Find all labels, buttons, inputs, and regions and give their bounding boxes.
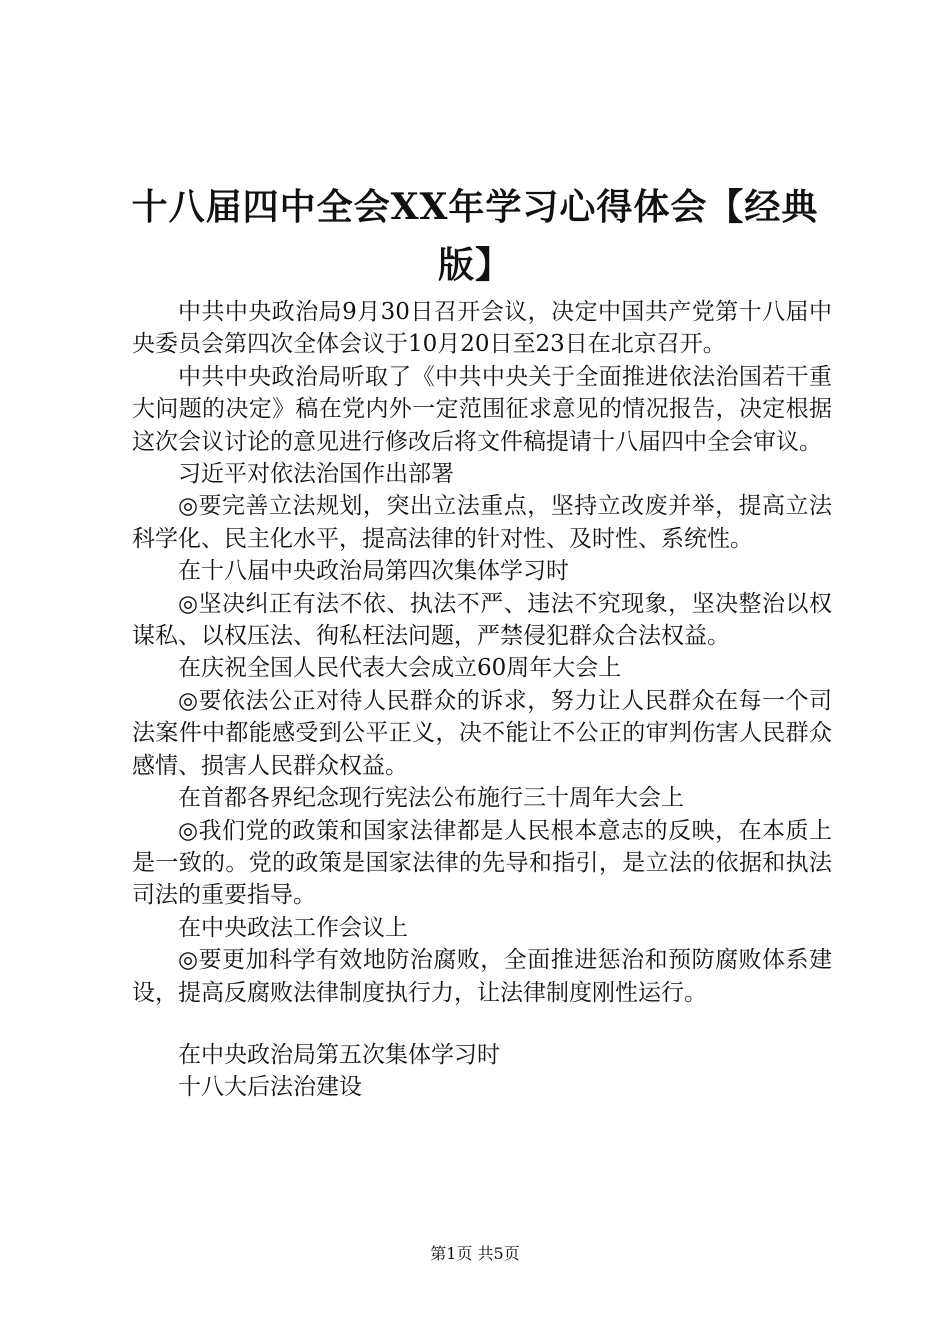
quote-paragraph: ◎我们党的政策和国家法律都是人民根本意志的反映，在本质上是一致的。党的政策是国家法律的先导和指引，是立法的依据和执法司法的重要指导。 [132, 817, 832, 909]
quote-source: 在庆祝全国人民代表大会成立60周年大会上 [178, 655, 622, 682]
section-heading: 习近平对依法治国作出部署 [178, 461, 454, 488]
quote-source: 在中央政治局第五次集体学习时 [178, 1041, 500, 1068]
paragraph: 中共中央政治局听取了《中共中央关于全面推进依法治国若干重大问题的决定》稿在党内外一定范围征求意见的情况报告，决定根据这次会议讨论的意见进行修改后将文件稿提请十八届四中全会审议。 [132, 363, 832, 455]
quote-paragraph: ◎坚决纠正有法不依、执法不严、违法不究现象，坚决整治以权谋私、以权压法、徇私枉法问题，严禁侵犯群众合法权益。 [132, 590, 832, 650]
quote-source: 在中央政法工作会议上 [178, 914, 408, 941]
document-body [132, 296, 832, 1104]
page-footer: 第1页 共5页 [430, 1244, 520, 1263]
quote-source: 在首都各界纪念现行宪法公布施行三十周年大会上 [178, 785, 684, 812]
quote-paragraph: ◎要依法公正对待人民群众的诉求，努力让人民群众在每一个司法案件中都能感受到公平正义，决不能让不公正的审判伤害人民群众感情、损害人民群众权益。 [132, 687, 832, 779]
quote-paragraph: ◎要完善立法规划，突出立法重点，坚持立改废并举，提高立法科学化、民主化水平，提高法律的针对性、及时性、系统性。 [132, 493, 832, 552]
quote-source: 在十八届中央政治局第四次集体学习时 [178, 558, 569, 585]
section-heading: 十八大后法治建设 [178, 1074, 362, 1101]
paragraph: 中共中央政治局9月30日召开会议，决定中国共产党第十八届中央委员会第四次全体会议于10月20日至23日在北京召开。 [132, 299, 832, 358]
document-title: 十八届四中全会XX年学习心得体会【经典版】 [131, 186, 819, 286]
quote-paragraph: ◎要更加科学有效地防治腐败，全面推进惩治和预防腐败体系建设，提高反腐败法律制度执行力，让法律制度刚性运行。 [132, 947, 832, 1006]
